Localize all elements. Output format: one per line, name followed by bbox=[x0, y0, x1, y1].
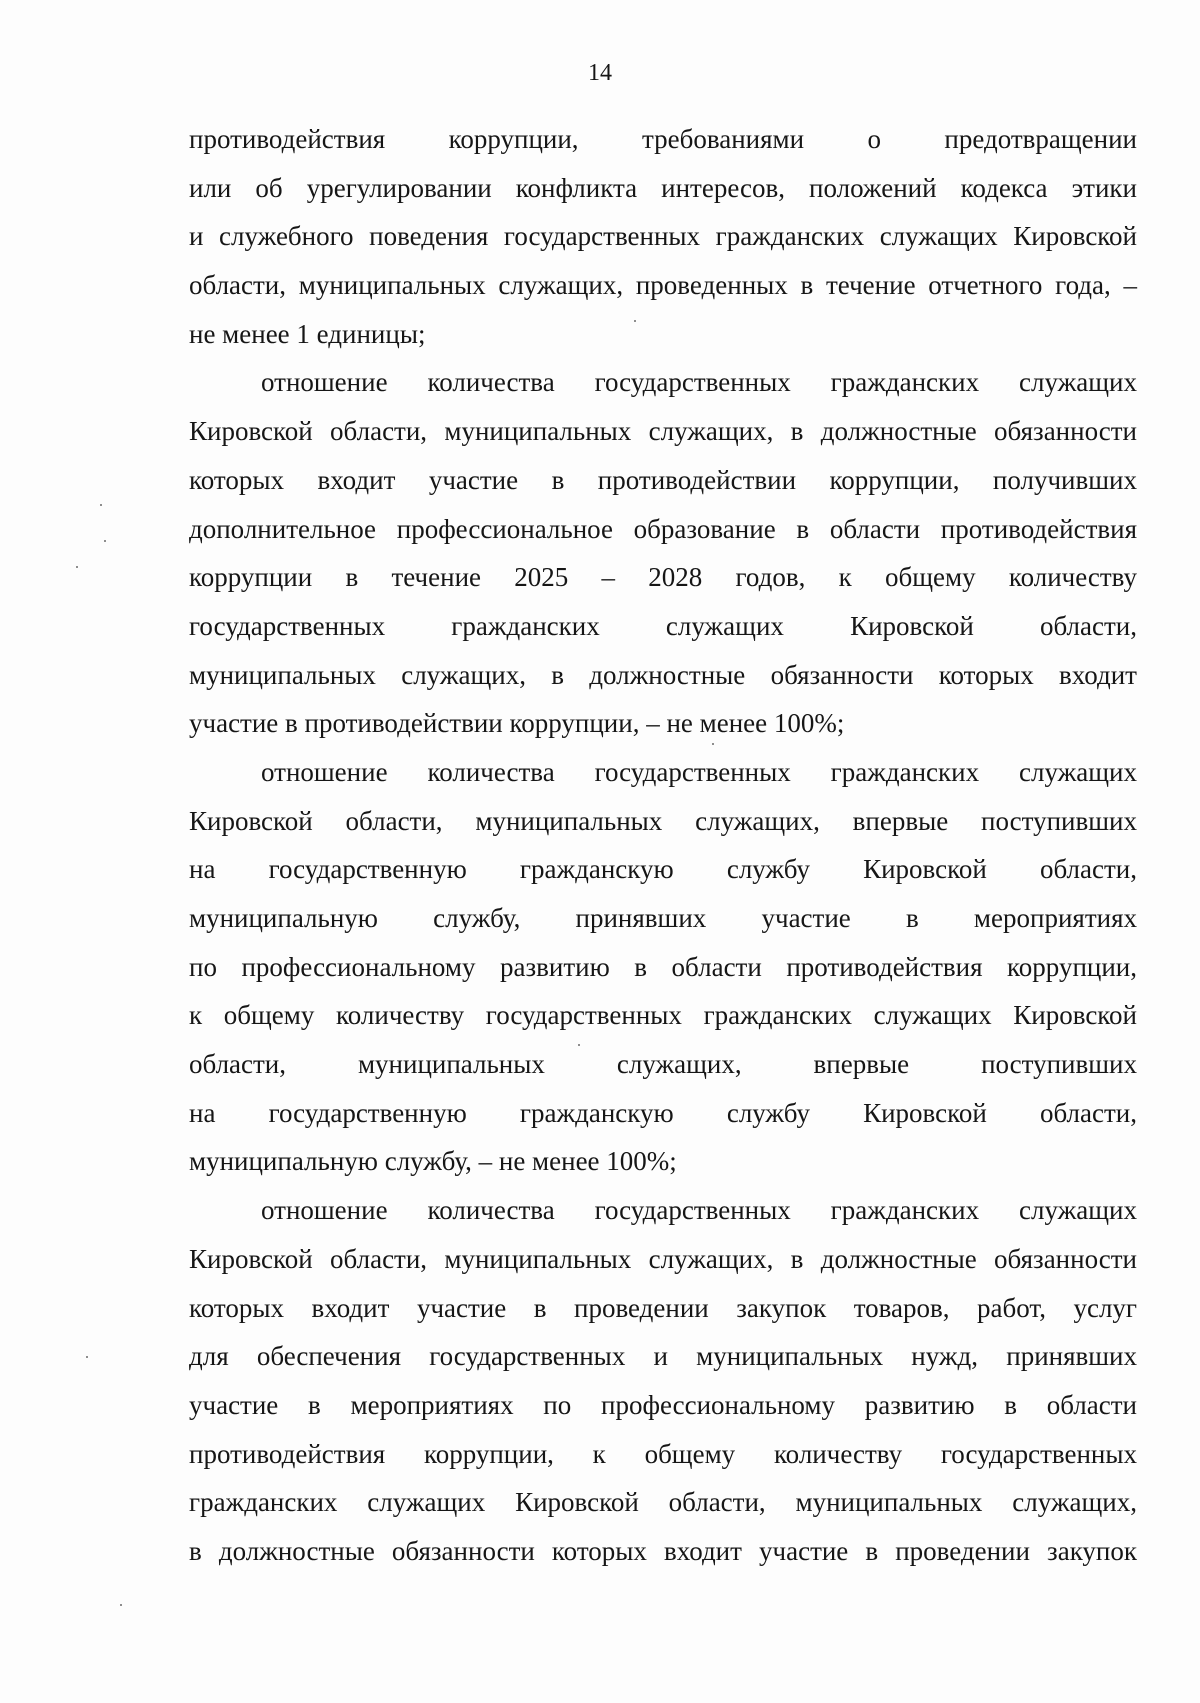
scan-speck bbox=[120, 1604, 122, 1606]
text-line: или об урегулировании конфликта интересов, положений кодекса этики bbox=[189, 172, 1137, 203]
scan-speck bbox=[76, 566, 78, 568]
text-line: области, муниципальных служащих, проведенных в течение отчетного года, – bbox=[189, 270, 1137, 301]
text-line: участие в мероприятиях по профессиональному развитию в области bbox=[189, 1389, 1137, 1420]
text-line: области, муниципальных служащих, впервые поступивших bbox=[189, 1049, 1137, 1080]
text-line: отношение количества государственных гражданских служащих bbox=[261, 1195, 1137, 1226]
text-line: Кировской области, муниципальных служащих, впервые поступивших bbox=[189, 805, 1137, 836]
text-line: государственных гражданских служащих Кировской области, bbox=[189, 610, 1137, 641]
body-text bbox=[189, 115, 1137, 1576]
scan-speck bbox=[712, 743, 714, 745]
scan-speck bbox=[86, 1356, 88, 1358]
text-line: муниципальную службу, принявших участие в мероприятиях bbox=[189, 903, 1137, 933]
text-line: коррупции в течение 2025 – 2028 годов, к общему количеству bbox=[189, 562, 1137, 593]
text-line: на государственную гражданскую службу Кировской области, bbox=[189, 1097, 1137, 1128]
text-line: дополнительное профессиональное образование в области противодействия bbox=[189, 513, 1137, 544]
text-line: для обеспечения государственных и муниципальных нужд, принявших bbox=[189, 1341, 1137, 1372]
scan-speck bbox=[634, 320, 636, 322]
text-line: участие в противодействии коррупции, – не менее 100%; bbox=[189, 708, 845, 739]
text-line: Кировской области, муниципальных служащих, в должностные обязанности bbox=[189, 1243, 1137, 1274]
scan-speck bbox=[578, 1044, 580, 1046]
text-line: которых входит участие в проведении закупок товаров, работ, услуг bbox=[189, 1292, 1137, 1323]
text-line: противодействия коррупции, к общему количеству государственных bbox=[189, 1438, 1137, 1469]
text-line: гражданских служащих Кировской области, муниципальных служащих, bbox=[189, 1487, 1137, 1518]
scan-speck bbox=[104, 540, 106, 542]
text-line: отношение количества государственных гражданских служащих bbox=[261, 367, 1137, 398]
text-line: к общему количеству государственных гражданских служащих Кировской bbox=[189, 1000, 1137, 1031]
text-line: Кировской области, муниципальных служащих, в должностные обязанности bbox=[189, 416, 1137, 447]
text-line: отношение количества государственных гражданских служащих bbox=[261, 756, 1137, 787]
text-line: в должностные обязанности которых входит участие в проведении закупок bbox=[189, 1535, 1137, 1566]
text-line: муниципальных служащих, в должностные обязанности которых входит bbox=[189, 659, 1137, 690]
text-line: не менее 1 единицы; bbox=[189, 318, 426, 349]
text-line: муниципальную службу, – не менее 100%; bbox=[189, 1146, 677, 1177]
scan-speck bbox=[100, 504, 102, 506]
text-line: и служебного поведения государственных гражданских служащих Кировской bbox=[189, 221, 1137, 252]
page-number: 14 bbox=[588, 60, 612, 86]
text-line: противодействия коррупции, требованиями о предотвращении bbox=[189, 124, 1137, 154]
text-line: на государственную гражданскую службу Кировской области, bbox=[189, 854, 1137, 885]
text-line: которых входит участие в противодействии коррупции, получивших bbox=[189, 464, 1137, 495]
text-line: по профессиональному развитию в области противодействия коррупции, bbox=[189, 951, 1137, 982]
